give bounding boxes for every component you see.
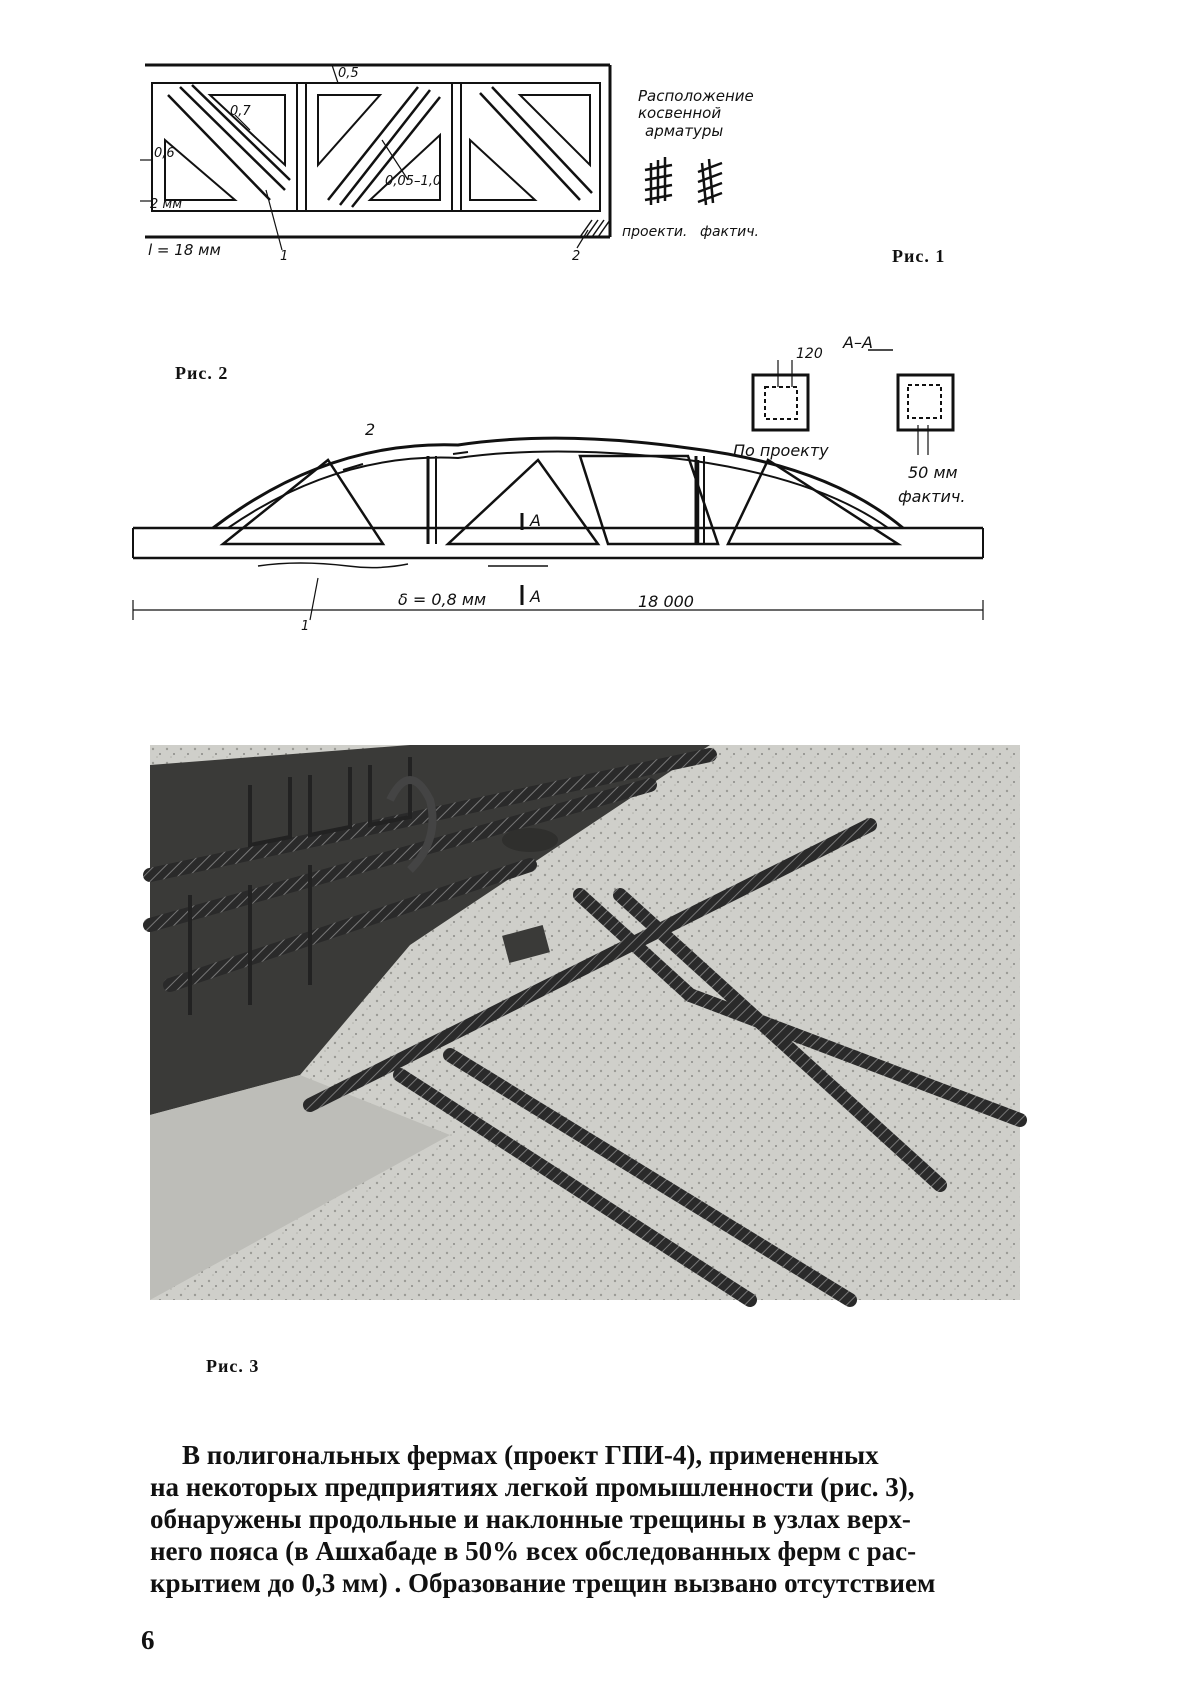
- figure-3-caption: Рис. 3: [206, 1356, 260, 1376]
- figure-1: [140, 55, 1200, 295]
- legend-project: проекти.: [622, 224, 688, 240]
- legend-actual: фактич.: [700, 224, 759, 240]
- dim-0-05: 0,05–1,0: [385, 174, 442, 189]
- fig2-dim-120: 120: [796, 346, 823, 362]
- body-line: В полигональных фермах (проект ГПИ-4), примененных: [182, 1440, 879, 1470]
- figure-1-caption: Рис. 1: [892, 246, 946, 266]
- fig2-span: 18 000: [638, 592, 694, 611]
- body-paragraph: [150, 1439, 1055, 1599]
- fig2-actual: фактич.: [898, 487, 966, 506]
- mark-2: 2: [572, 249, 581, 264]
- reinforcement-project-icon: [645, 157, 672, 205]
- page-number: 6: [141, 1625, 155, 1655]
- legend-title-line2: косвенной: [638, 104, 722, 122]
- body-line: на некоторых предприятиях легкой промышленности (рис. 3),: [150, 1472, 915, 1502]
- dim-length: l = 18 мм: [148, 241, 221, 259]
- fig2-mark-1: 1: [301, 619, 310, 634]
- legend-title-line1: Расположение: [638, 87, 754, 105]
- fig2-by-project: По проекту: [733, 441, 829, 460]
- figure-1-drawing: [140, 55, 820, 275]
- fig2-section: А–А: [843, 333, 873, 352]
- dim-2mm: 2 мм: [150, 197, 183, 212]
- dim-0-6: 0,6: [154, 146, 175, 161]
- rebar-photo-illustration: [150, 745, 1020, 1300]
- fig2-mark-a-bottom: А: [530, 587, 541, 606]
- reinforcement-actual-icon: [698, 159, 722, 205]
- fig2-delta: δ = 0,8 мм: [398, 590, 487, 609]
- mark-1: 1: [280, 249, 289, 264]
- figure-3-photo: [150, 745, 1020, 1300]
- fig2-mark-2: 2: [365, 420, 376, 439]
- body-line: него пояса (в Ашхабаде в 50% всех обследованных ферм с рас-: [150, 1536, 917, 1566]
- fig2-mark-a-top: А: [530, 511, 541, 530]
- dim-0-5: 0,5: [338, 66, 359, 81]
- figure-2-drawing: [128, 330, 1008, 634]
- figure-2-caption: Рис. 2: [175, 363, 229, 383]
- body-line: крытием до 0,3 мм) . Образование трещин вызвано отсутствием: [150, 1568, 936, 1598]
- body-line: обнаружены продольные и наклонные трещины в узлах верх-: [150, 1504, 911, 1534]
- legend-title-line3: арматуры: [645, 122, 724, 140]
- dim-0-7: 0,7: [230, 104, 251, 119]
- fig2-dim-50: 50 мм: [908, 463, 958, 482]
